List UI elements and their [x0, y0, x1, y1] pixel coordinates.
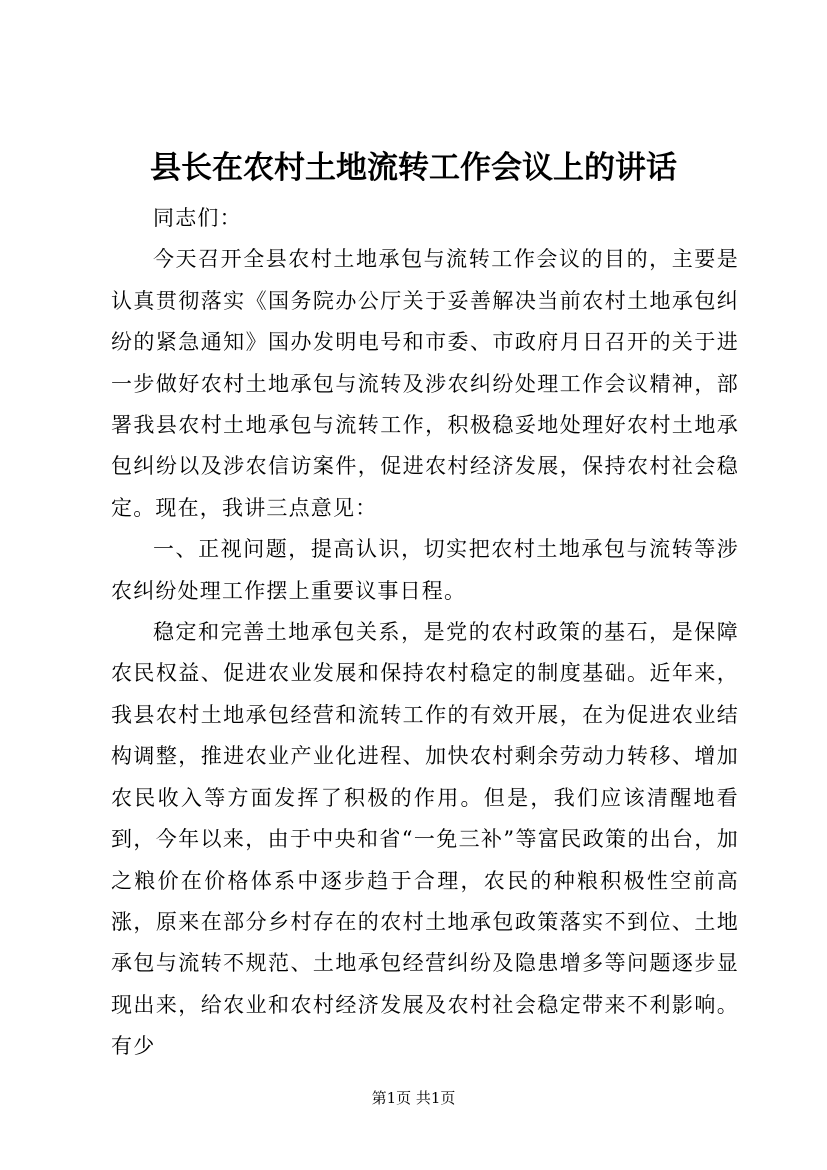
document-body: [111, 198, 739, 1068]
paragraph-section-heading: 一、正视问题，提高认识，切实把农村土地承包与流转等涉农纠纷处理工作摆上重要议事日程。: [111, 537, 739, 603]
document-title: 县长在农村土地流转工作会议上的讲话: [150, 150, 677, 186]
paragraph-salutation: 同志们：: [153, 206, 242, 230]
paragraph-purpose: 今天召开全县农村土地承包与流转工作会议的目的，主要是认真贯彻落实《国务院办公厅关于妥善解决当前农村土地承包纠纷的紧急通知》国办发明电号和市委、市政府月日召开的关于进一步做好农村土地承包与流转及涉农纠纷处理工作会议精神，部署我县农村土地承包与流转工作，积极稳妥地处理好农村土地承包纠纷以及涉农信访案件，促进农村经济发展，保持农村社会稳定。现在，我讲三点意见：: [111, 247, 739, 520]
page-footer: 第1页 共1页: [371, 1089, 456, 1107]
paragraph-background: 稳定和完善土地承包关系，是党的农村政策的基石，是保障农民权益、促进农业发展和保持农村稳定的制度基础。近年来，我县农村土地承包经营和流转工作的有效开展，在为促进农业结构调整，推进农业产业化进程、加快农村剩余劳动力转移、增加农民收入等方面发挥了积极的作用。但是，我们应该清醒地看到，今年以来，由于中央和省“一免三补”等富民政策的出台，加之粮价在价格体系中逐步趋于合理，农民的种粮积极性空前高涨，原来在部分乡村存在的农村土地承包政策落实不到位、土地承包与流转不规范、土地承包经营纠纷及隐患增多等问题逐步显现出来，给农业和农村经济发展及农村社会稳定带来不利影响。有少: [111, 620, 739, 1059]
